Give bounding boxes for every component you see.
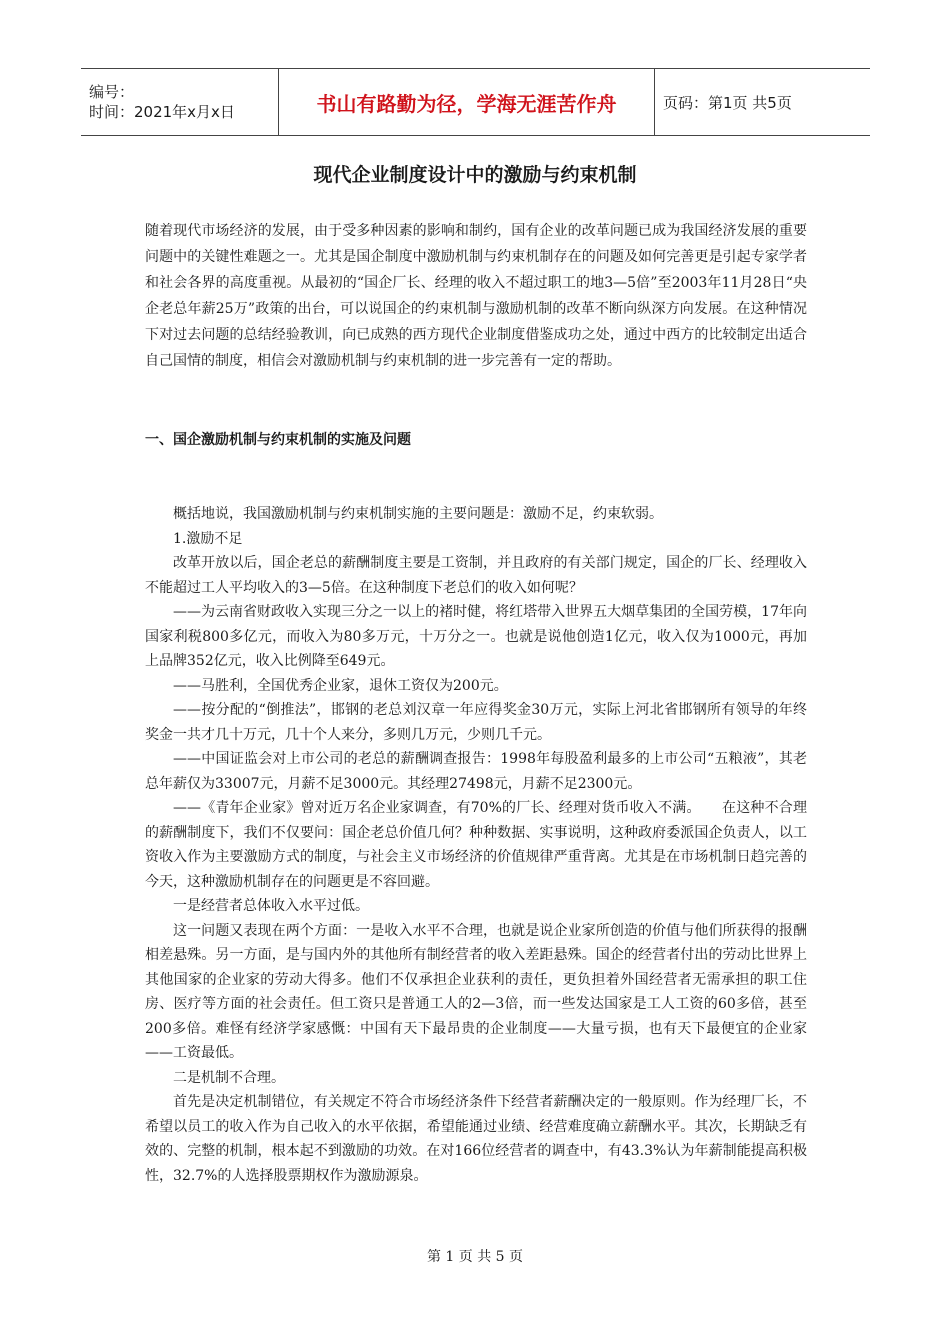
document-title: 现代企业制度设计中的激励与约束机制 [313, 164, 637, 186]
paragraph: 改革开放以后，国企老总的薪酬制度主要是工资制，并且政府的有关部门规定，国企的厂长、经理收入不能超过工人平均收入的3—5倍。在这种制度下老总们的收入如何呢？ [145, 555, 807, 596]
document-body [145, 218, 807, 1188]
point-heading: 二是机制不合理。 [173, 1069, 285, 1086]
section-heading: 一、国企激励机制与约束机制的实施及问题 [145, 432, 411, 448]
header-number-label: 编号： [89, 83, 135, 101]
header-motto [279, 69, 655, 135]
paragraph: ——为云南省财政收入实现三分之一以上的褚时健，将红塔带入世界五大烟草集团的全国劳模，17年向国家利税800多亿元，而收入为80多万元，十万分之一。也就是说他创造1亿元，收入仅为1000元，再加上品牌352亿元，收入比例降至649元。 [145, 604, 807, 669]
page-footer: 第 1 页 共 5 页 [426, 1249, 524, 1265]
header-page-code [655, 69, 870, 135]
paragraph: 首先是决定机制错位，有关规定不符合市场经济条件下经营者薪酬决定的一般原则。作为经理厂长，不希望以员工的收入作为自己收入的水平依据，希望能通过业绩、经营难度确立薪酬水平。其次，长期缺乏有效的、完整的机制，根本起不到激励的功效。在对166位经营者的调查中，有43.3%认为年薪制能提高积极性，32.7%的人选择股票期权作为激励源泉。 [145, 1094, 807, 1184]
paragraph: 概括地说，我国激励机制与约束机制实施的主要问题是：激励不足，约束软弱。 [173, 506, 663, 522]
subheading-incentive: 1.激励不足 [173, 530, 243, 547]
page-header [81, 68, 870, 136]
header-time-label: 时间：2021年x月x日 [89, 103, 235, 121]
header-meta [81, 69, 279, 135]
paragraph: ——马胜利，全国优秀企业家，退休工资仅为200元。 [173, 677, 508, 694]
paragraph: ——按分配的“倒推法”，邯钢的老总刘汉章一年应得奖金30万元，实际上河北省邯钢所有领导的年终奖金一共才几十万元，几十个人来分，多则几万元，少则几千元。 [145, 702, 807, 743]
section-body [145, 502, 807, 1188]
paragraph: 这一问题又表现在两个方面：一是收入水平不合理，也就是说企业家所创造的价值与他们所获得的报酬相差悬殊。另一方面，是与国内外的其他所有制经营者的收入差距悬殊。国企的经营者付出的劳动比世界上其他国家的企业家的劳动大得多。他们不仅承担企业获利的责任，更负担着外国经营者无需承担的职工住房、医疗等方面的社会责任。但工资只是普通工人的2—3倍，而一些发达国家是工人工资的60多倍，甚至200多倍。难怪有经济学家感慨：中国有天下最昂贵的企业制度——大量亏损，也有天下最便宜的企业家——工资最低。 [145, 922, 807, 1061]
page-code-text: 页码：第1页 共5页 [663, 93, 792, 112]
point-heading: 一是经营者总体收入水平过低。 [173, 898, 369, 914]
motto-text: 书山有路勤为径，学海无涯苦作舟 [316, 91, 617, 116]
paragraph: ——中国证监会对上市公司的老总的薪酬调查报告：1998年每股盈利最多的上市公司“五粮液”，其老总年薪仅为33007元，月薪不足3000元。其经理27498元，月薪不足2300元。 [145, 751, 807, 792]
intro-paragraph: 随着现代市场经济的发展，由于受多种因素的影响和制约，国有企业的改革问题已成为我国经济发展的重要问题中的关键性难题之一。尤其是国企制度中激励机制与约束机制存在的问题及如何完善更是引起专家学者和社会各界的高度重视。从最初的“国企厂长、经理的收入不超过职工的地3—5倍”至2003年11月28日“央企老总年薪25万”政策的出台，可以说国企的约束机制与激励机制的改革不断向纵深方向发展。在这种情况下对过去问题的总结经验教训，向已成熟的西方现代企业制度借鉴成功之处，通过中西方的比较制定出适合自己国情的制度，相信会对激励机制与约束机制的进一步完善有一定的帮助。 [145, 223, 807, 369]
paragraph: ——《青年企业家》曾对近万名企业家调查，有70%的厂长、经理对货币收入不满。 在这种不合理的薪酬制度下，我们不仅要问：国企老总价值几何？种种数据、实事说明，这种政府委派国企负责人，以工资收入作为主要激励方式的制度，与社会主义市场经济的价值规律严重背离。尤其是在市场机制日趋完善的今天，这种激励机制存在的问题更是不容回避。 [145, 800, 807, 890]
